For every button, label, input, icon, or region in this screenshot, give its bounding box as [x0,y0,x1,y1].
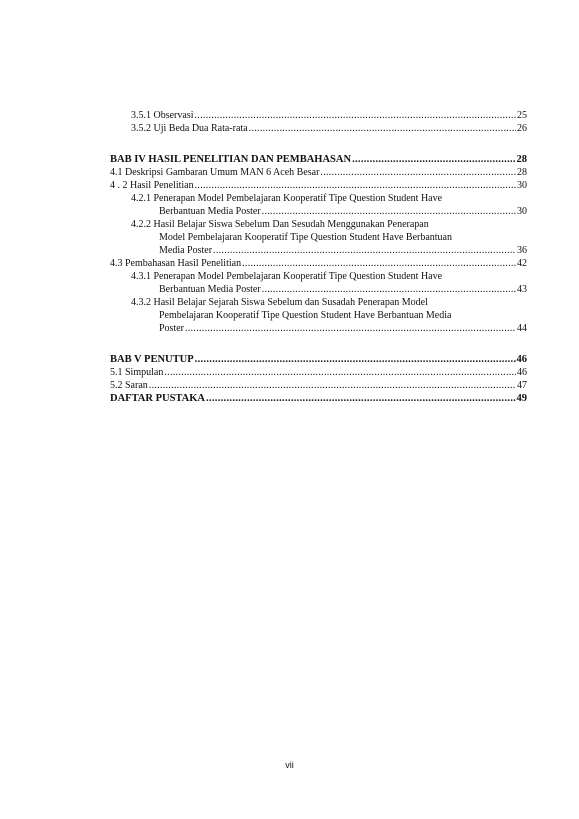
toc-label: 4.2.2 Hasil Belajar Siswa Sebelum Dan Sesudah Menggunakan Penerapan [131,219,429,230]
table-of-contents [110,109,527,405]
toc-page: 28 [517,167,527,178]
toc-daftar-pustaka [110,392,527,405]
toc-entry-4-3-2-cont [110,309,527,322]
toc-entry-4-2 [110,179,527,192]
toc-page: 36 [517,245,527,256]
toc-page: 49 [516,393,527,404]
dot-leader [149,379,516,392]
toc-page: 46 [516,354,527,365]
toc-label: DAFTAR PUSTAKA [110,393,205,404]
toc-page: 44 [517,323,527,334]
toc-entry-4-3-2-cont2 [110,322,527,335]
toc-entry-4-1 [110,166,527,179]
toc-entry-4-2-2-cont [110,231,527,244]
toc-label: Pembelajaran Kooperatif Tipe Question Student Have Berbantuan Media [159,310,452,321]
toc-label: Media Poster [159,245,213,256]
toc-entry-4-2-2-cont2 [110,244,527,257]
toc-page: 30 [517,206,527,217]
dot-leader [185,322,516,335]
toc-page: 28 [516,154,527,165]
toc-label: 3.5.1 Observasi [131,110,194,121]
toc-page: 46 [517,367,527,378]
toc-label: 5.2 Saran [110,380,148,391]
dot-leader [352,153,515,166]
dot-leader [206,392,516,405]
toc-label: 4.3.2 Hasil Belajar Sejarah Siswa Sebelum dan Susadah Penerapan Model [131,297,428,308]
toc-entry-4-2-2 [110,218,527,231]
dot-leader [262,283,516,296]
dot-leader [213,244,516,257]
toc-page: 26 [517,123,527,134]
toc-label: Poster [159,323,184,334]
page-number: vii [285,760,294,770]
toc-page: 43 [517,284,527,295]
dot-leader [195,353,516,366]
dot-leader [195,179,516,192]
dot-leader [249,122,516,135]
toc-label: 4.1 Deskripsi Gambaran Umum MAN 6 Aceh Besar [110,167,320,178]
toc-label: Berbantuan Media Poster [159,284,261,295]
toc-label: 5.1 Simpulan [110,367,164,378]
dot-leader [195,109,517,122]
toc-page: 42 [517,258,527,269]
toc-label: 4 . 2 Hasil Penelitian [110,180,194,191]
toc-chapter-bab-v [110,353,527,366]
toc-entry-4-3-2 [110,296,527,309]
toc-page: 30 [517,180,527,191]
toc-label: 4.2.1 Penerapan Model Pembelajaran Kooperatif Tipe Question Student Have [131,193,443,204]
toc-entry-4-3-1 [110,270,527,283]
toc-entry-4-3 [110,257,527,270]
toc-entry-5-1 [110,366,527,379]
dot-leader [164,366,516,379]
toc-entry-4-2-1 [110,192,527,205]
dot-leader [320,166,516,179]
dot-leader [262,205,516,218]
toc-label: 4.3.1 Penerapan Model Pembelajaran Kooperatif Tipe Question Student Have [131,271,443,282]
toc-label: 4.3 Pembahasan Hasil Penelitian [110,258,242,269]
toc-entry-5-2 [110,379,527,392]
toc-entry-4-3-1-cont [110,283,527,296]
toc-page: 25 [517,110,527,121]
toc-label: BAB IV HASIL PENELITIAN DAN PEMBAHASAN [110,154,352,165]
toc-label: 3.5.2 Uji Beda Dua Rata-rata [131,123,248,134]
toc-entry-3-5-2 [110,122,527,135]
toc-label: BAB V PENUTUP [110,354,194,365]
toc-label: Berbantuan Media Poster [159,206,261,217]
dot-leader [242,257,516,270]
toc-label: Model Pembelajaran Kooperatif Tipe Question Student Have Berbantuan [159,232,452,243]
toc-entry-3-5-1 [110,109,527,122]
toc-chapter-bab-iv [110,153,527,166]
toc-page: 47 [517,380,527,391]
toc-entry-4-2-1-cont [110,205,527,218]
